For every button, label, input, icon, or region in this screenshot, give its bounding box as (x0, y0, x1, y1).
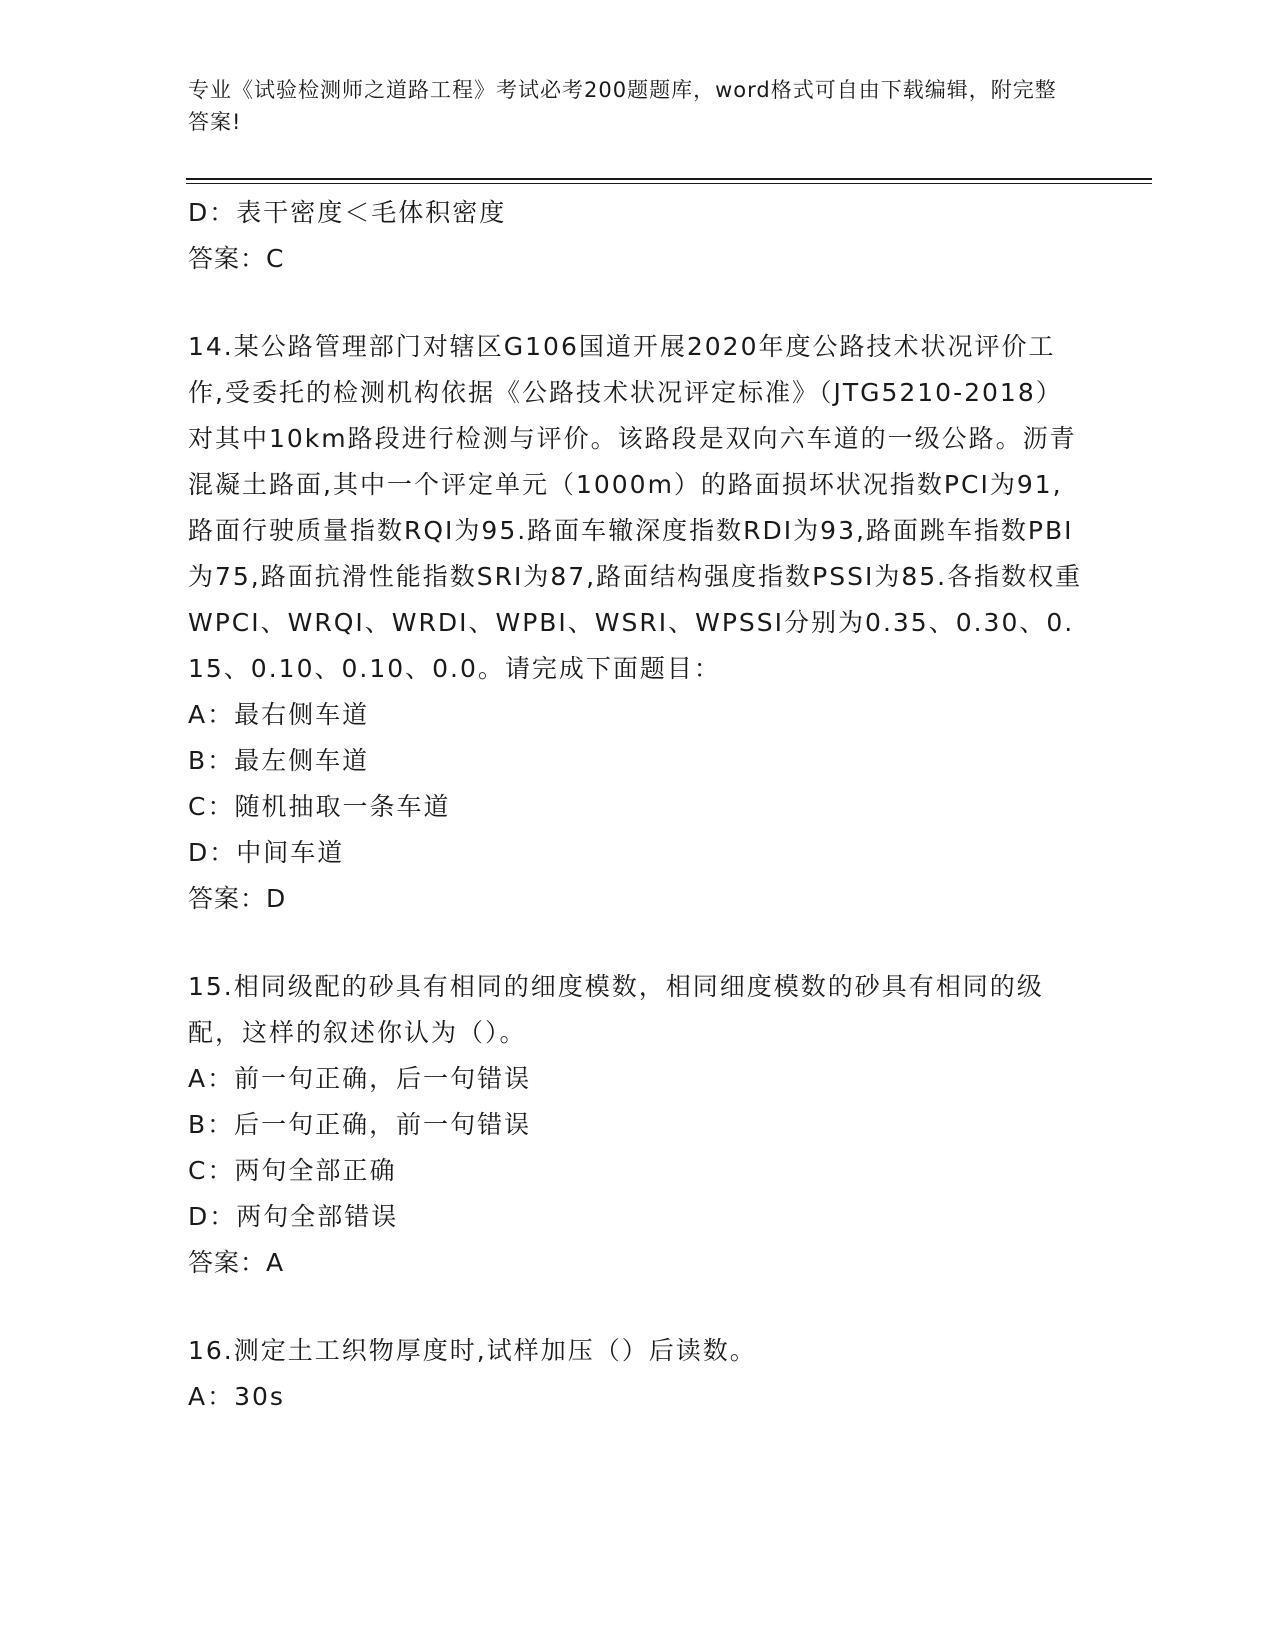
spacer (188, 282, 1088, 324)
q13-answer: 答案：C (188, 244, 285, 273)
q15-stem: 15.相同级配的砂具有相同的细度模数，相同细度模数的砂具有相同的级配，这样的叙述你认为（）。 (188, 972, 1044, 1047)
page-header: 专业《试验检测师之道路工程》考试必考200题题库，word格式可自由下载编辑，附完整答案! (188, 78, 1057, 134)
q16-option-a: A：30s (188, 1382, 285, 1411)
q14-option-b: B：最左侧车道 (188, 746, 370, 775)
q14-option-a: A：最右侧车道 (188, 700, 370, 729)
spacer (188, 922, 1088, 964)
spacer (188, 1286, 1088, 1328)
q15-option-b: B：后一句正确，前一句错误 (188, 1110, 532, 1139)
q15-answer: 答案：A (188, 1248, 285, 1277)
q15-option-c: C：两句全部正确 (188, 1156, 397, 1185)
header-rule-thin (186, 183, 1152, 184)
q14-stem: 14.某公路管理部门对辖区G106国道开展2020年度公路技术状况评价工作,受委托的检测机构依据《公路技术状况评定标准》（JTG5210-2018）对其中10km路段进行检测与评价。该路段是双向六车道的一级公路。沥青混凝土路面,其中一个评定单元（1000m）的路面损坏状况指数PCI为91,路面行驶质量指数RQI为95.路面车辙深度指数RDI为93,路面跳车指数PBI为75,路面抗滑性能指数SRI为87,路面结构强度指数PSSI为85.各指数权重WPCI、WRQI、WRDI、WPBI、WSRI、WPSSI分别为0.35、0.30、0.15、0.10、0.10、0.0。请完成下面题目： (188, 332, 1083, 683)
q14-answer: 答案：D (188, 884, 287, 913)
q14-option-c: C：随机抽取一条车道 (188, 792, 451, 821)
exam-content (188, 190, 1088, 1420)
q16-stem: 16.测定土工织物厚度时,试样加压（）后读数。 (188, 1336, 757, 1365)
q15-option-d: D：两句全部错误 (188, 1202, 399, 1231)
q14-option-d: D：中间车道 (188, 838, 345, 867)
header-rule-thick (186, 178, 1152, 180)
q15-option-a: A：前一句正确，后一句错误 (188, 1064, 532, 1093)
q13-option-d: D：表干密度＜毛体积密度 (188, 198, 507, 227)
